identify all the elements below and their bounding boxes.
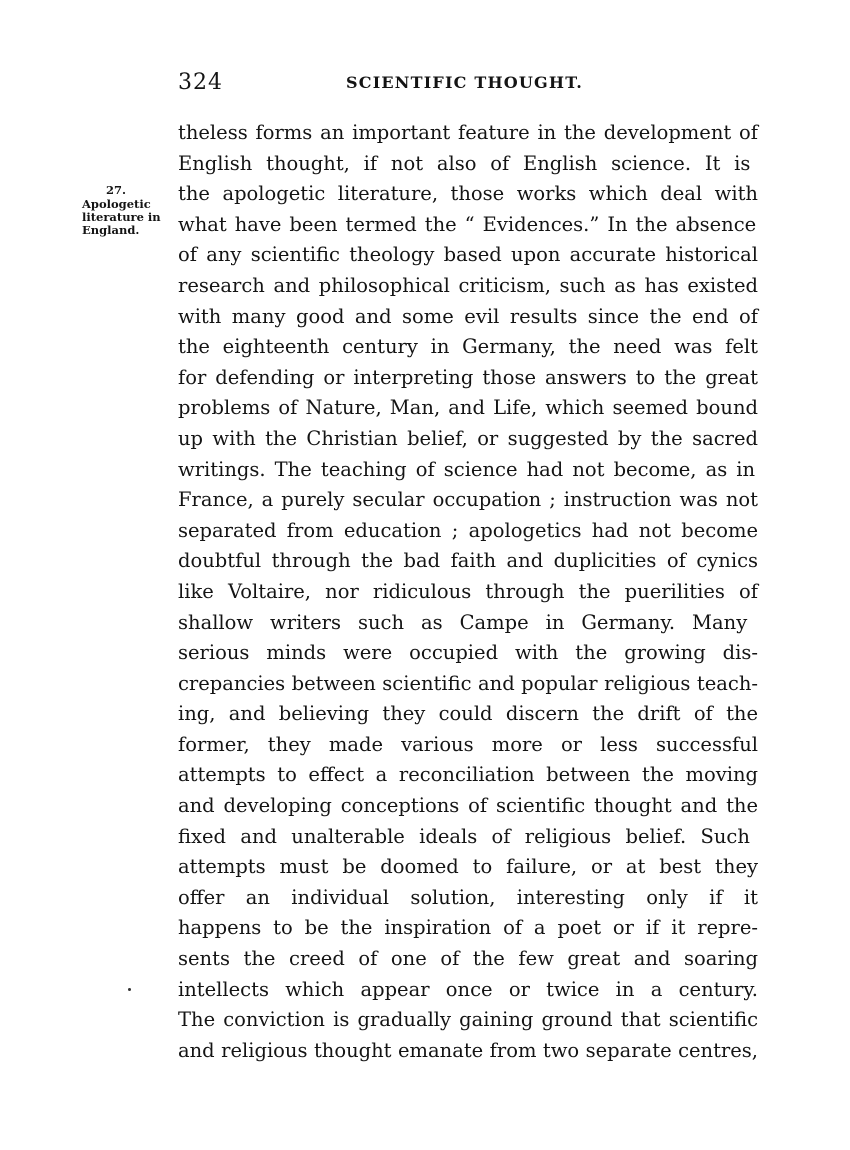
- text-line: of any scientific theology based upon accurate historical: [178, 243, 758, 267]
- text-line: The conviction is gradually gaining ground that scientific: [178, 1008, 758, 1032]
- marginal-note-number: 27.: [106, 183, 127, 197]
- running-title: SCIENTIFIC THOUGHT.: [346, 73, 584, 92]
- text-line: and developing conceptions of scientific thought and the: [178, 794, 758, 818]
- text-line: crepancies between scientific and popular religious teach-: [178, 671, 758, 695]
- text-line: the apologetic literature, those works which deal with: [178, 182, 758, 206]
- text-line: the eighteenth century in Germany, the need was felt: [178, 335, 758, 359]
- marginal-note-line: literature in: [82, 210, 161, 224]
- text-line: separated from education ; apologetics had not become: [178, 518, 758, 542]
- page-number: 324: [178, 70, 223, 95]
- text-line: problems of Nature, Man, and Life, which seemed bound: [178, 396, 758, 420]
- text-line: with many good and some evil results since the end of: [178, 304, 758, 328]
- text-line: writings. The teaching of science had not become, as in: [178, 457, 756, 481]
- text-line: doubtful through the bad faith and duplicities of cynics: [178, 549, 758, 573]
- text-line: attempts to effect a reconciliation between the moving: [178, 763, 758, 787]
- marginal-note-line: Apologetic: [82, 197, 151, 211]
- text-line: shallow writers such as Campe in Germany. Many: [178, 610, 748, 634]
- ink-speck: [128, 988, 131, 991]
- text-line: intellects which appear once or twice in a century.: [178, 977, 758, 1001]
- text-line: up with the Christian belief, or suggested by the sacred: [178, 426, 758, 450]
- text-line: English thought, if not also of English science. It is: [178, 151, 751, 175]
- text-line: like Voltaire, nor ridiculous through the puerilities of: [178, 579, 758, 603]
- text-line: what have been termed the “ Evidences.” In the absence: [178, 212, 757, 236]
- marginal-note-line: England.: [82, 223, 140, 237]
- text-line: attempts must be doomed to failure, or at best they: [178, 855, 758, 879]
- text-line: and religious thought emanate from two separate centres,: [178, 1038, 758, 1062]
- text-line: fixed and unalterable ideals of religious belief. Such: [178, 824, 750, 848]
- text-line: happens to be the inspiration of a poet or if it repre-: [178, 916, 758, 940]
- text-line: theless forms an important feature in the development of: [178, 121, 758, 144]
- text-line: serious minds were occupied with the growing dis-: [178, 641, 758, 665]
- text-line: for defending or interpreting those answers to the great: [178, 365, 758, 389]
- text-line: sents the creed of one of the few great and soaring: [178, 947, 758, 971]
- running-head: [178, 70, 758, 100]
- text-line: offer an individual solution, interesting only if it: [178, 885, 758, 909]
- body-text: [178, 118, 758, 1066]
- text-line: former, they made various more or less successful: [178, 732, 758, 756]
- text-line: research and philosophical criticism, such as has existed: [178, 273, 758, 297]
- text-line: France, a purely secular occupation ; instruction was not: [178, 488, 758, 512]
- text-line: ing, and believing they could discern the drift of the: [178, 702, 758, 726]
- marginal-note: [82, 184, 178, 237]
